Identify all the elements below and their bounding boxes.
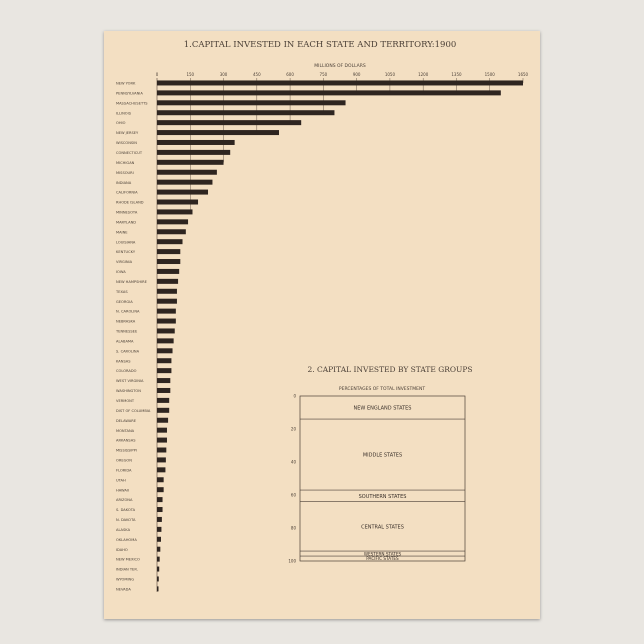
chart1-bar	[157, 259, 180, 264]
chart2-axis-label: PERCENTAGES OF TOTAL INVESTMENT	[338, 387, 426, 392]
chart1-category-label: NEW YORK	[116, 81, 136, 86]
chart1-bar	[157, 90, 501, 95]
chart1-category-label: INDIANA	[116, 180, 132, 185]
chart1-bars	[157, 80, 523, 591]
chart1-bar	[157, 140, 235, 145]
chart1-category-label: NEW JERSEY	[116, 131, 139, 136]
chart1-category-label: NEVADA	[116, 587, 131, 592]
chart1-bar	[157, 209, 192, 214]
chart1-bar	[157, 398, 169, 403]
chart1-bar	[157, 239, 183, 244]
chart2-tick-label: 60	[290, 492, 296, 498]
chart1-bar	[157, 319, 176, 324]
chart1-bar	[157, 120, 301, 125]
chart1-bar	[157, 537, 161, 542]
chart1-bar	[157, 448, 166, 453]
chart1-category-label: INDIAN TER.	[116, 567, 138, 572]
chart1-category-label: NEW MEXICO	[116, 557, 140, 562]
chart1-bar	[157, 428, 167, 433]
chart1-category-label: ILLINOIS	[116, 111, 131, 116]
chart1-category-label: CALIFORNIA	[116, 190, 138, 195]
chart1-bar	[157, 467, 165, 472]
chart2-segment-label: MIDDLE STATES	[362, 452, 403, 459]
chart1-category-label: FLORIDA	[116, 468, 132, 473]
chart1-tick-label: 900	[352, 72, 361, 77]
chart1-bar	[157, 408, 169, 413]
chart1-bar	[157, 289, 177, 294]
chart1-bar	[157, 100, 346, 105]
chart1-bar	[157, 457, 166, 462]
chart1-category-label: WYOMING	[116, 577, 135, 582]
chart1-bar	[157, 507, 163, 512]
chart1-bar	[157, 160, 224, 165]
chart1-tick-label: 600	[286, 72, 294, 77]
chart1-bar	[157, 487, 164, 492]
chart1-category-label: CONNECTICUT	[116, 151, 143, 155]
chart1-category-label: ALABAMA	[116, 339, 134, 344]
chart1-bar	[157, 249, 180, 254]
chart1-bar	[157, 279, 178, 284]
chart1-bar	[157, 547, 160, 552]
chart1-title: 1.CAPITAL INVESTED IN EACH STATE AND TERRITORY:1900	[183, 40, 457, 50]
chart1-category-label: HAWAII	[116, 488, 129, 493]
chart1-gridlines	[157, 78, 523, 592]
chart1-bar	[157, 477, 164, 482]
chart1-category-label: WASHINGTON	[116, 389, 141, 394]
chart1-category-label: MONTANA	[116, 428, 135, 433]
chart1-category-label: TEXAS	[116, 289, 128, 294]
chart1-tick-label: 1350	[451, 72, 462, 77]
chart1-bar	[157, 586, 159, 591]
chart1-bar	[157, 110, 334, 115]
chart1-category-label: ALASKA	[116, 527, 131, 532]
chart1-category-label: IOWA	[116, 270, 126, 275]
chart1-tick-label: 300	[219, 72, 228, 77]
chart1-category-label: OHIO	[116, 121, 126, 126]
chart1-category-label: ARKANSAS	[116, 438, 136, 443]
chart1-category-label: OREGON	[116, 458, 132, 463]
chart1-category-label: KENTUCKY	[116, 250, 136, 255]
chart1-category-label: KANSAS	[116, 359, 131, 364]
chart1-category-label: NEBRASKA	[116, 319, 136, 324]
chart2-title: 2. CAPITAL INVESTED BY STATE GROUPS	[307, 365, 473, 374]
chart1-bar	[157, 219, 188, 224]
chart1-bar	[157, 338, 174, 343]
chart1-tick-label: 450	[252, 72, 261, 77]
chart2-tick-label: 80	[290, 525, 296, 531]
chart1-category-label: GEORGIA	[116, 299, 133, 304]
chart1-bar	[157, 328, 175, 333]
chart1-category-label: MAINE	[116, 230, 128, 235]
chart2-segment-label: CENTRAL STATES	[361, 524, 404, 531]
chart2-segment-label: SOUTHERN STATES	[358, 493, 407, 500]
chart1-category-label: MISSISSIPPI	[116, 448, 137, 453]
chart-canvas	[104, 31, 540, 619]
chart1-tick-label: 1650	[517, 72, 529, 77]
chart1-category-label: MARYLAND	[116, 220, 137, 225]
chart1-bar	[157, 200, 198, 205]
chart2-tick-label: 0	[293, 393, 296, 399]
chart1-bar	[157, 368, 171, 373]
chart1-bar	[157, 567, 159, 572]
chart1-tick-labels	[156, 72, 529, 77]
chart1-bar	[157, 170, 217, 175]
chart2-tick-label: 40	[290, 459, 296, 465]
chart1-tick-label: 1500	[484, 72, 495, 77]
chart1-bar	[157, 269, 179, 274]
chart2-frame	[300, 396, 465, 561]
chart1-category-label: N. DAKOTA	[116, 518, 136, 523]
chart1-category-label: OKLAHOMA	[116, 537, 137, 542]
chart1-category-label: RHODE ISLAND	[116, 200, 144, 205]
chart2-segment-label: PACIFIC STATES	[366, 556, 399, 562]
chart2-segment-label: NEW ENGLAND STATES	[353, 405, 412, 412]
chart1-category-label: WEST VIRGINIA	[116, 379, 144, 384]
chart1-category-label: S. CAROLINA	[116, 349, 140, 354]
chart1-bar	[157, 358, 171, 363]
chart1-category-label: COLORADO	[116, 369, 137, 374]
chart1-category-label: DIST OF COLUMBIA	[116, 408, 151, 413]
chart1-category-label: S. DAKOTA	[116, 508, 136, 513]
chart1-bar	[157, 527, 161, 532]
chart1-bar	[157, 557, 160, 562]
chart2-tick-label: 100	[288, 558, 296, 564]
chart1-bar	[157, 180, 212, 185]
chart1-category-label: N. CAROLINA	[116, 309, 140, 314]
chart2-segments	[300, 406, 465, 562]
chart1-axis-label: MILLIONS OF DOLLARS	[314, 64, 366, 69]
chart1-category-label: WISCONSIN	[116, 141, 137, 146]
chart1-bar	[157, 497, 163, 502]
chart1-category-label: MICHIGAN	[116, 160, 135, 165]
chart1-category-label: NEW HAMPSHIRE	[116, 279, 147, 284]
chart2-segment-label: WESTERN STATES	[363, 551, 402, 557]
chart1-tick-label: 150	[186, 72, 195, 77]
chart1-bar	[157, 517, 162, 522]
chart1-bar	[157, 150, 230, 155]
chart1-bar	[157, 309, 176, 314]
chart2-tick-label: 20	[290, 426, 296, 432]
chart1-category-label: VERMONT	[116, 399, 135, 403]
chart1-bar	[157, 80, 523, 85]
chart1-category-label: MINNESOTA	[116, 210, 138, 215]
chart1-bar	[157, 438, 167, 443]
chart1-bar	[157, 130, 279, 135]
chart1-category-label: UTAH	[116, 478, 126, 483]
chart1-bar	[157, 299, 177, 304]
chart2-tick-labels	[288, 394, 296, 564]
poster-sheet	[104, 31, 540, 619]
chart1-tick-label: 1200	[418, 72, 429, 77]
chart1-category-label: IDAHO	[116, 547, 128, 552]
chart1-category-label: TENNESSEE	[116, 329, 138, 334]
chart1-category-label: PENNSYLVANIA	[116, 91, 143, 96]
chart1-category-label: MISSOURI	[116, 170, 134, 175]
chart1-bar	[157, 576, 159, 581]
chart1-category-label: LOUISIANA	[116, 240, 136, 245]
chart1-category-label: ARIZONA	[116, 498, 133, 503]
chart1-category-label: DELAWARE	[116, 418, 136, 423]
chart1-bar	[157, 348, 173, 353]
chart1-category-label: MASSACHUSETTS	[116, 101, 148, 106]
chart1-bar	[157, 388, 170, 393]
chart1-tick-label: 1050	[384, 72, 396, 77]
chart1-category-labels	[115, 82, 151, 592]
chart1-category-label: VIRGINIA	[116, 260, 133, 265]
chart1-bar	[157, 378, 170, 383]
chart1-tick-label: 0	[155, 72, 159, 77]
chart1-bar	[157, 190, 208, 195]
chart1-tick-label: 750	[319, 72, 328, 77]
chart1-bar	[157, 229, 186, 234]
chart1-bar	[157, 418, 168, 423]
